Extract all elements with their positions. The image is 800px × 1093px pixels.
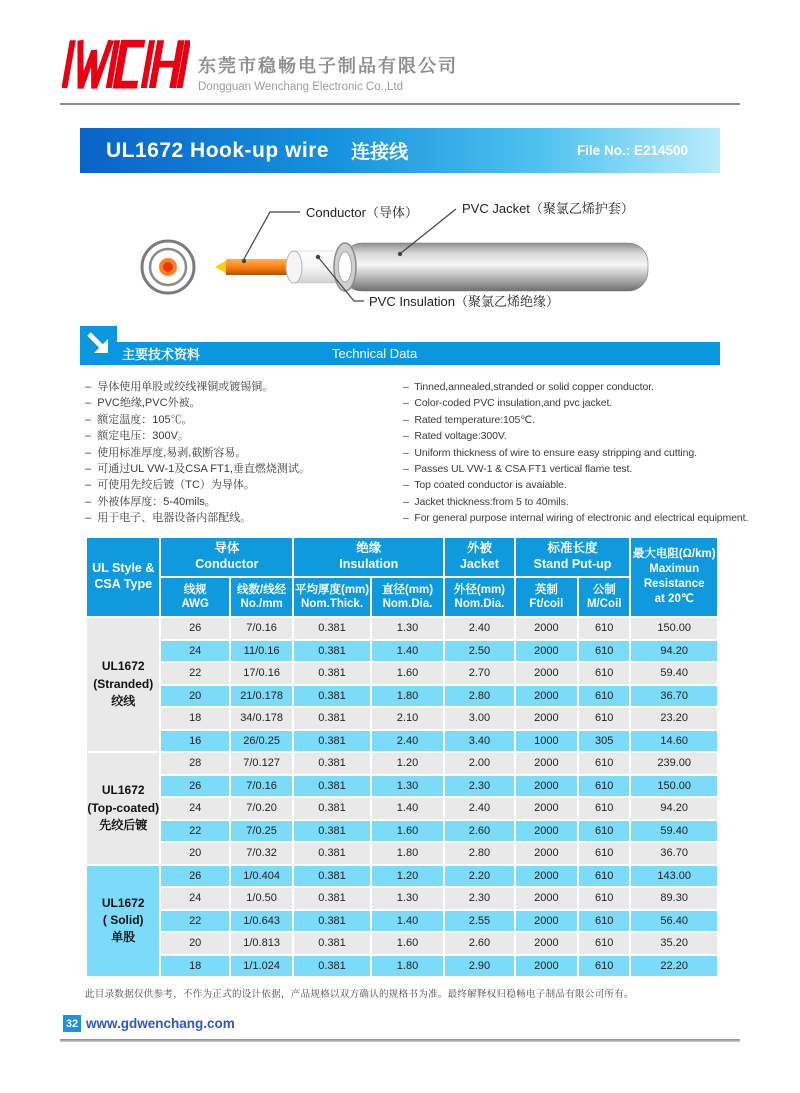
table-cell: 2000 [516,843,577,864]
table-row [87,708,717,729]
table-cell: 89.30 [631,888,717,909]
jacket-anchor-dot [398,252,402,256]
table-cell: 610 [579,618,629,639]
table-cell: 1.60 [372,933,443,954]
spec-table-body [87,618,717,976]
table-cell: 305 [579,731,629,752]
tech-list-item: – Color-coded PVC insulation,and pvc jacket. [403,395,748,411]
table-cell: 2.90 [445,956,513,977]
table-cell: 56.40 [631,911,717,932]
table-cell: 0.381 [294,798,369,819]
company-name-block [198,52,458,93]
table-cell: 2000 [516,708,577,729]
tech-list-item: – Rated temperature:105℃. [403,412,748,428]
product-title: UL1672 Hook-up wire [106,138,330,162]
table-cell: 7/0.25 [231,821,292,842]
table-cell: 20 [161,843,228,864]
table-cell: 7/0.20 [231,798,292,819]
table-cell: 2000 [516,798,577,819]
table-cell: 2.40 [445,618,513,639]
table-cell: 610 [579,798,629,819]
table-cell: 36.70 [631,843,717,864]
table-cell: 2000 [516,888,577,909]
table-cell: 610 [579,866,629,887]
table-cell: 610 [579,956,629,977]
table-cell: 1000 [516,731,577,752]
header-resistance: 最大电阻(Ω/km) Maximun Resistance at 20℃ [631,538,717,616]
table-cell: 2.60 [445,821,513,842]
tech-list-item: – Rated voltage:300V. [403,428,748,444]
table-cell: 2.40 [445,798,513,819]
footer-divider [60,1039,740,1042]
table-cell: 610 [579,911,629,932]
table-cell: 2000 [516,911,577,932]
table-row [87,888,717,909]
table-cell: 1.40 [372,911,443,932]
table-cell: 1.60 [372,663,443,684]
table-cell: 143.00 [631,866,717,887]
table-cell: 1/0.50 [231,888,292,909]
jacket-label: PVC Jacket（聚氯乙烯护套） [462,201,634,216]
tech-list-item: – Tinned,annealed,stranded or solid copper conductor. [403,379,748,395]
table-cell: 26 [161,866,228,887]
header-jacket: 外被 Jacket [445,538,513,576]
header-standput: 标准长度 Stand Put-up [516,538,630,576]
company-name-en: Dongguan Wenchang Electronic Co.,Ltd [198,81,404,93]
table-cell: 1.60 [372,821,443,842]
table-cell: 2.60 [445,933,513,954]
conductor-label: Conductor（导体） [306,205,418,220]
tech-list-item: – Jacket thickness:from 5 to 40mils. [403,494,748,510]
table-cell: 0.381 [294,708,369,729]
table-cell: 2.00 [445,753,513,774]
table-row [87,753,717,774]
section-arrow-icon [80,326,117,363]
table-cell: 0.381 [294,933,369,954]
table-cell: 35.20 [631,933,717,954]
table-cell: 610 [579,641,629,662]
table-cell: 0.381 [294,776,369,797]
table-cell: 2.80 [445,843,513,864]
tech-list-item: – 导体使用单股或绞线裸铜或镀锡铜。 [85,379,400,395]
table-cell: 2.80 [445,686,513,707]
table-cell: 1.30 [372,618,443,639]
conductor-graphic [215,259,296,275]
table-cell: 18 [161,708,228,729]
table-cell: 0.381 [294,663,369,684]
table-cell: 94.20 [631,798,717,819]
tech-list-item: – 使用标准厚度,易剥,截断容易。 [85,445,400,461]
table-cell: 0.381 [294,888,369,909]
table-cell: 1.80 [372,686,443,707]
header-ul-style: UL Style & CSA Type [87,538,159,616]
file-number: File No.: E214500 [576,143,688,158]
tech-list-item: – Uniform thickness of wire to ensure easy stripping and cutting. [403,445,748,461]
table-row [87,731,717,752]
table-cell: 7/0.32 [231,843,292,864]
table-cell: 14.60 [631,731,717,752]
tech-list-item: – 外被体厚度：5-40mils。 [85,494,400,510]
table-cell: 3.40 [445,731,513,752]
table-cell: 1/0.813 [231,933,292,954]
table-cell: 2000 [516,776,577,797]
table-cell: 1/0.643 [231,911,292,932]
table-cell: 2.50 [445,641,513,662]
table-cell: 2000 [516,663,577,684]
table-cell: 0.381 [294,911,369,932]
technical-data-title-en: Technical Data [332,346,418,361]
table-row [87,956,717,977]
spec-table [85,536,719,978]
table-cell: 2000 [516,866,577,887]
table-cell: 1.20 [372,866,443,887]
table-cell: 7/0.16 [231,618,292,639]
table-cell: 17/0.16 [231,663,292,684]
tech-list-item: – 用于电子、电器设备内部配线。 [85,510,400,526]
table-cell: 0.381 [294,618,369,639]
table-cell: 94.20 [631,641,717,662]
technical-data-title-cn: 主要技术资料 [122,347,201,362]
table-row [87,663,717,684]
table-cell: 0.381 [294,753,369,774]
table-cell: 610 [579,686,629,707]
group-label: UL1672 ( Solid) 单股 [87,866,159,977]
table-row [87,866,717,887]
header-awg: 线规 AWG [161,578,228,616]
table-cell: 0.381 [294,866,369,887]
table-row [87,843,717,864]
table-row [87,821,717,842]
page-number-badge: 32 [63,1015,81,1032]
tech-list-item: – Passes UL VW-1 & CSA FT1 vertical flame test. [403,461,748,477]
company-logo [62,36,190,99]
tech-list-en [403,379,748,527]
technical-data-header [80,342,720,365]
insulation-anchor-dot [316,255,320,259]
header-no-mm: 线数/线经 No./mm [231,578,292,616]
table-cell: 59.40 [631,663,717,684]
table-cell: 2000 [516,933,577,954]
table-row [87,641,717,662]
table-cell: 7/0.127 [231,753,292,774]
group-label: UL1672 (Top-coated) 先绞后镀 [87,753,159,864]
conductor-anchor-dot [242,259,246,263]
header-insulation: 绝缘 Insulation [294,538,443,576]
tech-list-item: – Top coated conductor is avaiable. [403,477,748,493]
group-label: UL1672 (Stranded) 绞线 [87,618,159,751]
table-cell: 150.00 [631,618,717,639]
table-cell: 2000 [516,821,577,842]
table-cell: 2000 [516,753,577,774]
table-cell: 610 [579,663,629,684]
product-title-banner [80,128,720,173]
table-cell: 0.381 [294,731,369,752]
table-cell: 22 [161,821,228,842]
table-cell: 2000 [516,686,577,707]
table-cell: 26/0.25 [231,731,292,752]
tech-list-item: – 可使用先绞后镀（TC）为导体。 [85,477,400,493]
table-cell: 24 [161,641,228,662]
table-cell: 24 [161,798,228,819]
table-row [87,776,717,797]
table-cell: 610 [579,708,629,729]
jacket-graphic [334,243,648,291]
header-ft-coil: 英制 Ft/coil [516,578,577,616]
table-cell: 2000 [516,641,577,662]
wire-diagram [88,183,713,325]
tech-list-item: – For general purpose internal wiring of electronic and electrical equipment. [403,510,748,526]
table-cell: 2.70 [445,663,513,684]
table-cell: 2.30 [445,888,513,909]
table-cell: 0.381 [294,686,369,707]
wire-cross-section-icon [142,241,194,293]
table-cell: 2000 [516,618,577,639]
table-cell: 34/0.178 [231,708,292,729]
tech-list-item: – 可通过UL VW-1及CSA FT1,垂直燃烧测试。 [85,461,400,477]
table-row [87,798,717,819]
wch-logo-icon [62,36,190,94]
table-cell: 610 [579,776,629,797]
table-row [87,618,717,639]
table-cell: 1.40 [372,641,443,662]
table-cell: 1/0.404 [231,866,292,887]
tech-list-item: – PVC绝缘,PVC外被。 [85,395,400,411]
table-cell: 610 [579,753,629,774]
table-cell: 18 [161,956,228,977]
company-name-cn: 东莞市稳畅电子制品有限公司 [198,56,458,76]
table-cell: 1.30 [372,888,443,909]
table-cell: 22.20 [631,956,717,977]
header-divider [60,103,740,105]
table-cell: 16 [161,731,228,752]
table-cell: 2.40 [372,731,443,752]
table-cell: 0.381 [294,821,369,842]
tech-list-item: – 额定温度：105℃。 [85,412,400,428]
table-cell: 610 [579,888,629,909]
product-title-cn: 连接线 [351,142,409,163]
table-cell: 26 [161,618,228,639]
table-cell: 1.20 [372,753,443,774]
disclaimer-note: 此目录数据仅供参考，不作为正式的设计依据，产品规格以双方确认的规格书为准。最终解释权归稳畅电子制品有限公司所有。 [85,989,634,1000]
header-nom-thick: 平均厚度(mm) Nom.Thick. [294,578,369,616]
table-cell: 21/0.178 [231,686,292,707]
table-cell: 1.30 [372,776,443,797]
table-cell: 2.20 [445,866,513,887]
table-row [87,686,717,707]
table-cell: 0.381 [294,641,369,662]
insulation-label: PVC Insulation（聚氯乙烯绝缘） [369,294,559,309]
table-cell: 239.00 [631,753,717,774]
table-cell: 22 [161,663,228,684]
table-cell: 22 [161,911,228,932]
header-nom-dia: 直径(mm) Nom.Dia. [372,578,443,616]
table-cell: 1.80 [372,956,443,977]
table-cell: 20 [161,686,228,707]
table-cell: 2000 [516,956,577,977]
table-cell: 0.381 [294,956,369,977]
table-cell: 610 [579,843,629,864]
website-link[interactable]: www.gdwenchang.com [86,1016,235,1031]
table-cell: 23.20 [631,708,717,729]
table-cell: 3.00 [445,708,513,729]
table-cell: 20 [161,933,228,954]
header-m-coil: 公制 M/Coil [579,578,629,616]
table-cell: 2.30 [445,776,513,797]
table-cell: 2.55 [445,911,513,932]
header-jacket-dia: 外径(mm) Nom.Dia. [445,578,513,616]
tech-list-cn [85,379,400,527]
table-cell: 11/0.16 [231,641,292,662]
table-cell: 24 [161,888,228,909]
table-cell: 36.70 [631,686,717,707]
table-cell: 26 [161,776,228,797]
table-cell: 1.40 [372,798,443,819]
table-cell: 0.381 [294,843,369,864]
tech-list-item: – 额定电压：300V。 [85,428,400,444]
table-cell: 1/1.024 [231,956,292,977]
table-cell: 150.00 [631,776,717,797]
table-cell: 28 [161,753,228,774]
table-cell: 610 [579,933,629,954]
header-conductor: 导体 Conductor [161,538,292,576]
table-cell: 2.10 [372,708,443,729]
table-cell: 59.40 [631,821,717,842]
table-cell: 610 [579,821,629,842]
table-row [87,933,717,954]
table-cell: 1.80 [372,843,443,864]
table-cell: 7/0.16 [231,776,292,797]
table-row [87,911,717,932]
